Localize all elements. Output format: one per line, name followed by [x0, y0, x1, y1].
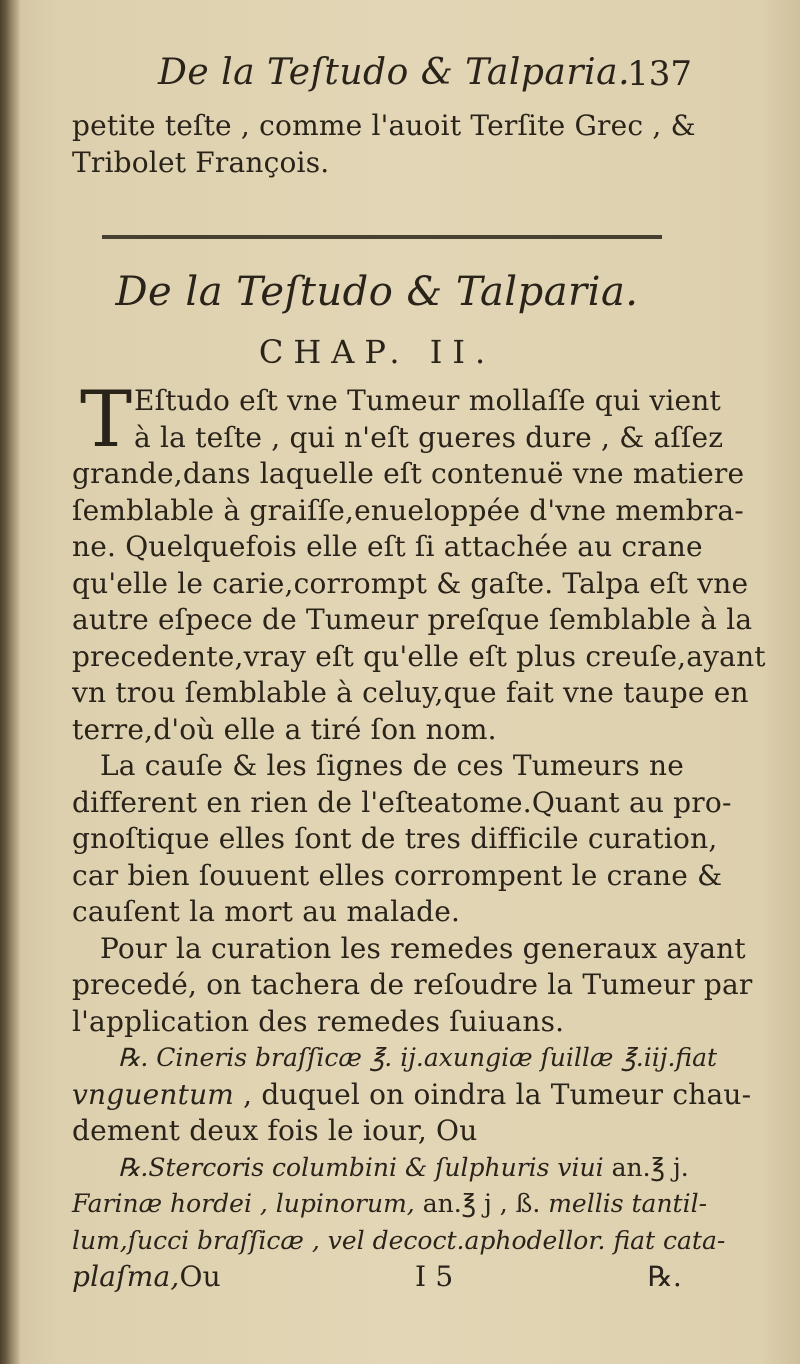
text-line: petite teſte , comme l'auoit Terſite Grec , & [72, 109, 696, 142]
text-line: vn trou ſemblable à celuy,que fait vne taupe en [72, 676, 749, 709]
signature-line [72, 1259, 682, 1296]
recipe-line [72, 1150, 689, 1187]
text-line: Eſtudo eſt vne Tumeur mollaſſe qui vient [134, 384, 721, 417]
running-head [72, 52, 692, 102]
text-line: cauſent la mort au malade. [72, 895, 461, 928]
recipe-line [72, 1077, 752, 1114]
text-line: Tribolet François. [72, 145, 330, 179]
running-head-title: De la Teſtudo & Talparia. [158, 52, 631, 93]
recipe-latin: ℞.Stercoris columbini & ſulphuris viui [118, 1152, 604, 1182]
recipe-latin: mellis tantil- [540, 1189, 708, 1218]
recipe-latin: Farinæ hordei , lupinorum, [72, 1189, 415, 1218]
section-divider-rule [102, 235, 662, 239]
paragraph-1 [72, 375, 766, 748]
recipe-latin: plaſma, [72, 1260, 180, 1293]
recipe-1 [72, 1040, 752, 1150]
drop-cap: T [80, 375, 133, 465]
text-line: ſemblable à graiſſe,enueloppée d'vne membra- [72, 493, 744, 527]
catchword: ℞. [647, 1260, 682, 1293]
text-line: different en rien de l'eſteatome.Quant au pro- [72, 785, 732, 819]
recipe-line-end [72, 1259, 221, 1296]
recipe-latin: vnguentum [72, 1077, 235, 1111]
recipe-text: , duquel on oindra la Tumeur chau- [234, 1077, 752, 1111]
book-spine-shadow [0, 0, 20, 1364]
recipe-text: an.℥ j , ß. [414, 1189, 541, 1218]
text-line: qu'elle le carie,corrompt & gaſte. Talpa eſt vne [72, 566, 749, 600]
text-line: l'application des remedes ſuiuans. [72, 1004, 565, 1038]
paragraph-2 [72, 748, 732, 931]
text-line: autre eſpece de Tumeur preſque ſemblable à la [72, 603, 753, 636]
recipe-line [72, 1223, 726, 1260]
text-line: grande,dans laquelle eſt contenuë vne matiere [72, 457, 745, 490]
text-line: car bien ſouuent elles corrompent le crane & [72, 858, 723, 892]
text-line: La cauſe & les ſignes de ces Tumeurs ne [100, 749, 685, 782]
paragraph-3 [72, 931, 753, 1041]
text-line: ne. Quelquefois elle eſt ſi attachée au crane [72, 530, 703, 563]
text-line: Pour la curation les remedes generaux ayant [100, 931, 746, 965]
recipe-2 [72, 1150, 726, 1296]
text-line: precedente,vray eſt qu'elle eſt plus creuſe,ayant [72, 639, 766, 673]
book-page [72, 52, 766, 1296]
chapter-body [72, 375, 766, 1296]
recipe-latin: ℞. Cineris braſſicæ ℥. ij.axungiæ ſuillæ ℥.iij.fiat [118, 1043, 718, 1072]
recipe-text: an.℥ j. [603, 1152, 689, 1182]
recipe-line [72, 1186, 708, 1223]
text-line: terre,d'où elle a tiré ſon nom. [72, 712, 497, 746]
chapter-label: CHAP. II. [258, 333, 496, 371]
chapter-title: De la Teſtudo & Talparia. [115, 269, 639, 315]
page-number: 137 [627, 54, 692, 94]
recipe-latin: lum,ſucci braſſicæ , vel decoct.aphodellor. fiat cata- [72, 1225, 726, 1255]
recipe-line: dement deux fois le iour, Ou [72, 1114, 478, 1147]
intro-text [72, 108, 696, 181]
text-line: precedé, on tachera de reſoudre la Tumeur par [72, 968, 753, 1001]
text-line: gnoſtique elles ſont de tres difficile curation, [72, 822, 718, 855]
text-line: à la teſte , qui n'eſt gueres dure , & aſſez [134, 420, 724, 454]
recipe-text: Ou [179, 1260, 221, 1293]
recipe-line [72, 1040, 718, 1077]
signature-mark: I 5 [415, 1260, 454, 1293]
